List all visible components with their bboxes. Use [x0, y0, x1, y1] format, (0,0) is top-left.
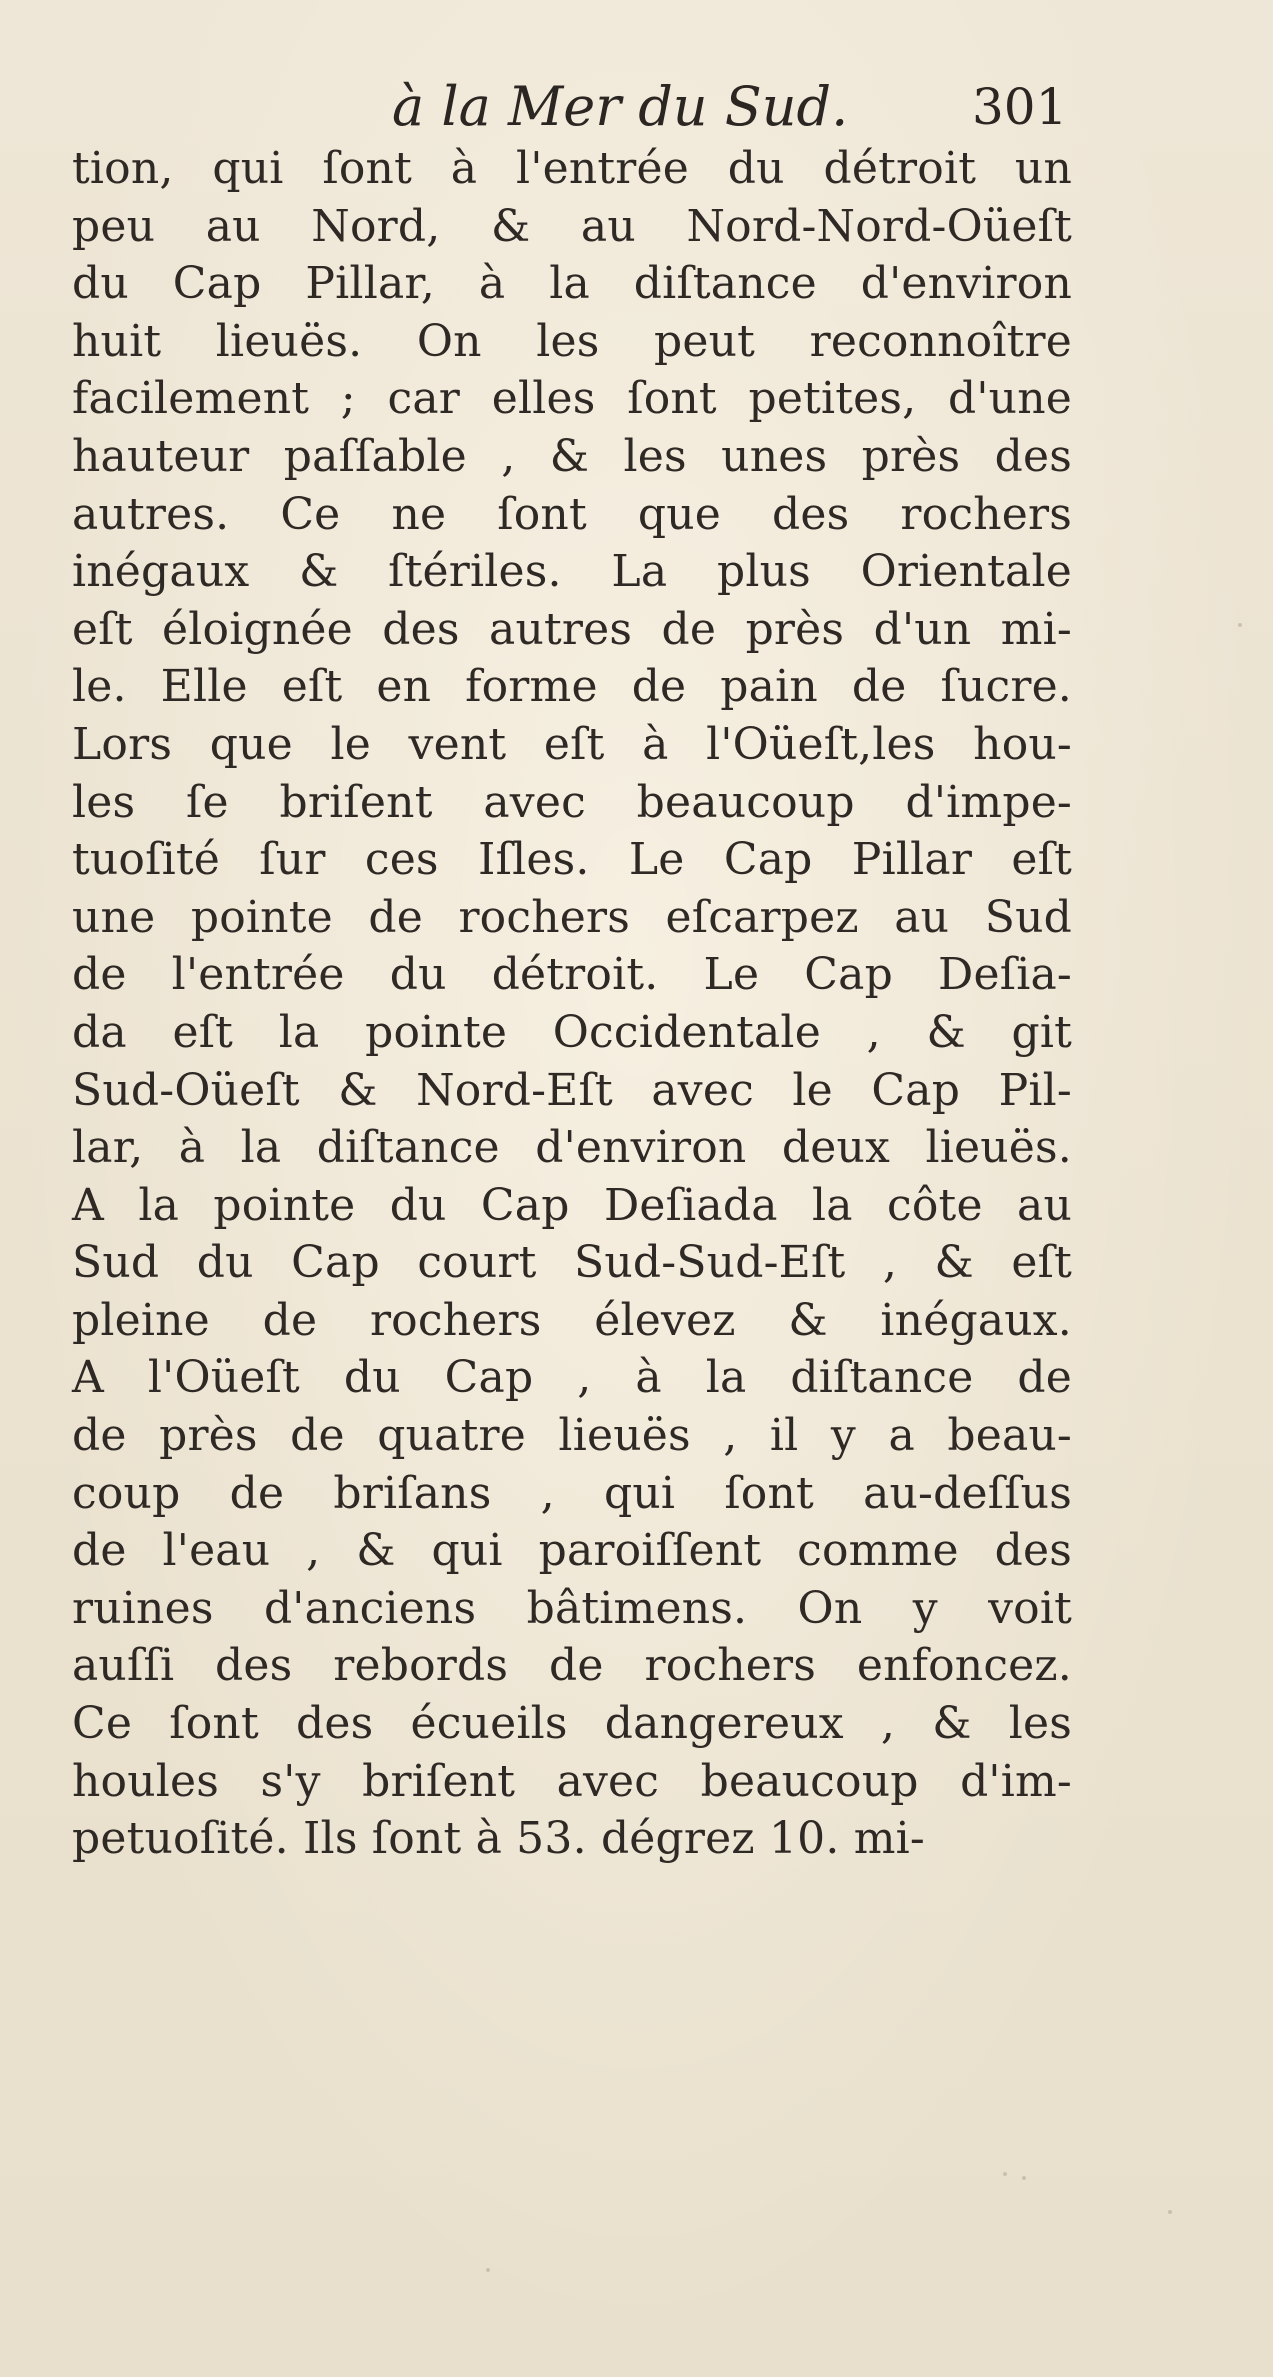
text-line: autres. Ce ne ſont que des rochers — [72, 488, 1072, 540]
text-line: du Cap Pillar, à la diſtance d'environ — [72, 258, 1072, 310]
text-line: tion, qui ſont à l'entrée du détroit un — [72, 143, 1072, 194]
text-line: de l'eau , & qui paroiſſent comme des — [72, 1525, 1072, 1577]
running-head-title: à la Mer du Sud. — [392, 75, 849, 138]
text-line: da eſt la pointe Occidentale , & git — [72, 1006, 1072, 1058]
running-head — [0, 72, 1273, 142]
text-line: Ce ſont des écueils dangereux , & les — [72, 1698, 1072, 1750]
text-line: petuoſité. Ils ſont à 53. dégrez 10. mi- — [72, 1813, 925, 1865]
body-text — [72, 140, 1072, 1868]
text-line: de près de quatre lieuës , il y a beau- — [72, 1410, 1072, 1462]
text-line: Sud-Oüeſt & Nord-Eſt avec le Cap Pil- — [72, 1064, 1072, 1116]
text-line: de l'entrée du détroit. Le Cap Deſia- — [72, 949, 1072, 1001]
paper-speck — [1238, 623, 1242, 627]
text-line: Sud du Cap court Sud-Sud-Eſt , & eſt — [72, 1237, 1072, 1289]
text-line: peu au Nord, & au Nord-Nord-Oüeſt — [72, 200, 1072, 252]
paper-speck — [1168, 2210, 1172, 2214]
paper-speck — [1003, 2172, 1007, 2176]
text-line: une pointe de rochers eſcarpez au Sud — [72, 891, 1072, 943]
text-line: houles s'y briſent avec beaucoup d'im- — [72, 1755, 1072, 1807]
text-line: les ſe briſent avec beaucoup d'impe- — [72, 776, 1072, 828]
text-line: hauteur paſſable , & les unes près des — [72, 430, 1072, 482]
text-line: Lors que le vent eſt à l'Oüeſt,les hou- — [72, 718, 1072, 770]
text-line: facilement ; car elles ſont petites, d'une — [72, 373, 1072, 425]
paper-speck — [1022, 2176, 1026, 2180]
text-line: A la pointe du Cap Deſiada la côte au — [72, 1179, 1072, 1231]
page-number: 301 — [972, 78, 1068, 136]
text-line: pleine de rochers élevez & inégaux. — [72, 1294, 1072, 1346]
paper-speck — [486, 2268, 490, 2272]
text-line: auſſi des rebords de rochers enfoncez. — [72, 1640, 1072, 1692]
text-line: ruines d'anciens bâtimens. On y voit — [72, 1582, 1072, 1634]
text-line: huit lieuës. On les peut reconnoître — [72, 315, 1072, 367]
text-line: le. Elle eſt en forme de pain de ſucre. — [72, 661, 1072, 713]
text-line: eſt éloignée des autres de près d'un mi- — [72, 603, 1072, 655]
text-line: A l'Oüeſt du Cap , à la diſtance de — [72, 1352, 1072, 1404]
text-line: tuoſité ſur ces Iſles. Le Cap Pillar eſt — [72, 834, 1072, 886]
text-line: coup de briſans , qui ſont au-deſſus — [72, 1467, 1072, 1519]
text-line: inégaux & ſtériles. La plus Orientale — [72, 546, 1072, 598]
text-line: lar, à la diſtance d'environ deux lieuës. — [72, 1122, 1072, 1174]
